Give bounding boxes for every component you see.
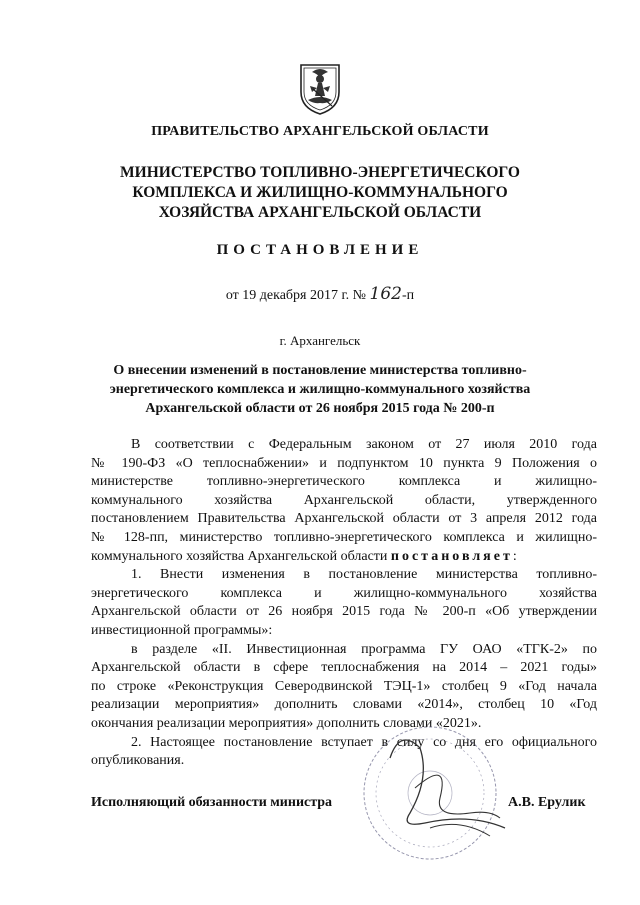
- body-text: :: [512, 548, 517, 564]
- subject-heading: [0, 361, 640, 418]
- city-line: г. Архангельск: [279, 333, 361, 348]
- body-line: реализации мероприятия» дополнить словами «2014», столбец 10 «Год: [91, 697, 597, 713]
- body-line: [91, 548, 597, 567]
- body-line: окончания реализации мероприятия» дополнить словами «2021».: [91, 715, 482, 731]
- ministry-line: КОМПЛЕКСА И ЖИЛИЩНО-КОММУНАЛЬНОГО: [132, 184, 508, 201]
- handwritten-number: 162: [369, 284, 402, 304]
- paragraph-item-1: [91, 566, 597, 640]
- paragraph-preamble: [91, 436, 597, 566]
- subject-line: О внесении изменений в постановление министерства топливно-: [113, 363, 527, 378]
- body-line: по строке «Реконструкция Северодвинской ТЭЦ-1» столбец 9 «Год начала: [91, 678, 597, 694]
- signatory-title: Исполняющий обязанности министра: [91, 795, 333, 810]
- body-line: 1. Внести изменения в постановление министерства топливно-: [131, 567, 597, 583]
- body-line: № 128-пп, министерство топливно-энергетического комплекса и жилищно-: [91, 529, 597, 545]
- date-text: от 19 декабря 2017 г. №: [225, 288, 370, 303]
- signatory-name: А.В. Ерулик: [508, 795, 586, 810]
- subject-line: Архангельской области от 26 ноября 2015 года № 200-п: [145, 401, 495, 416]
- government-title: ПРАВИТЕЛЬСТВО АРХАНГЕЛЬСКОЙ ОБЛАСТИ: [151, 124, 489, 139]
- date-number-line: [0, 284, 640, 304]
- body-line: Архангельской области от 26 ноября 2015 года № 200-п «Об утверждении: [91, 604, 597, 620]
- body-line: коммунального хозяйства Архангельской области, утвержденного: [91, 492, 597, 508]
- official-stamp-and-signature: [330, 718, 530, 868]
- ministry-line: МИНИСТЕРСТВО ТОПЛИВНО-ЭНЕРГЕТИЧЕСКОГО: [120, 164, 520, 181]
- subject-line: энергетического комплекса и жилищно-коммунального хозяйства: [109, 382, 531, 397]
- document-type: ПОСТАНОВЛЕНИЕ: [216, 242, 424, 258]
- body-line: в разделе «II. Инвестиционная программа ГУ ОАО «ТГК-2» по: [131, 641, 597, 657]
- body-line: Архангельской области в сфере теплоснабжения на 2014 – 2021 годы»: [91, 660, 597, 676]
- coat-of-arms-emblem: [298, 62, 342, 116]
- body-line: В соответствии с Федеральным законом от 27 июля 2010 года: [131, 437, 597, 452]
- resolves-keyword: постановляет: [390, 548, 513, 564]
- ministry-line: ХОЗЯЙСТВА АРХАНГЕЛЬСКОЙ ОБЛАСТИ: [158, 204, 482, 221]
- ministry-title: [0, 163, 640, 223]
- body-line: опубликования.: [91, 753, 185, 769]
- body-line: инвестиционной программы»:: [91, 622, 273, 638]
- body-line: № 190-ФЗ «О теплоснабжении» и подпунктом 10 пункта 9 Положения о: [91, 455, 597, 471]
- body-line: энергетического комплекса и жилищно-коммунального хозяйства: [91, 585, 597, 601]
- body-line: министерстве топливно-энергетического комплекса и жилищно-: [91, 474, 597, 490]
- body-line: 2. Настоящее постановление вступает в силу со дня его официального: [131, 734, 597, 750]
- body-line: постановлением Правительства Архангельской области от 3 апреля 2012 года: [91, 511, 597, 527]
- number-suffix: -п: [401, 288, 415, 303]
- body-text: коммунального хозяйства Архангельской области: [91, 548, 391, 564]
